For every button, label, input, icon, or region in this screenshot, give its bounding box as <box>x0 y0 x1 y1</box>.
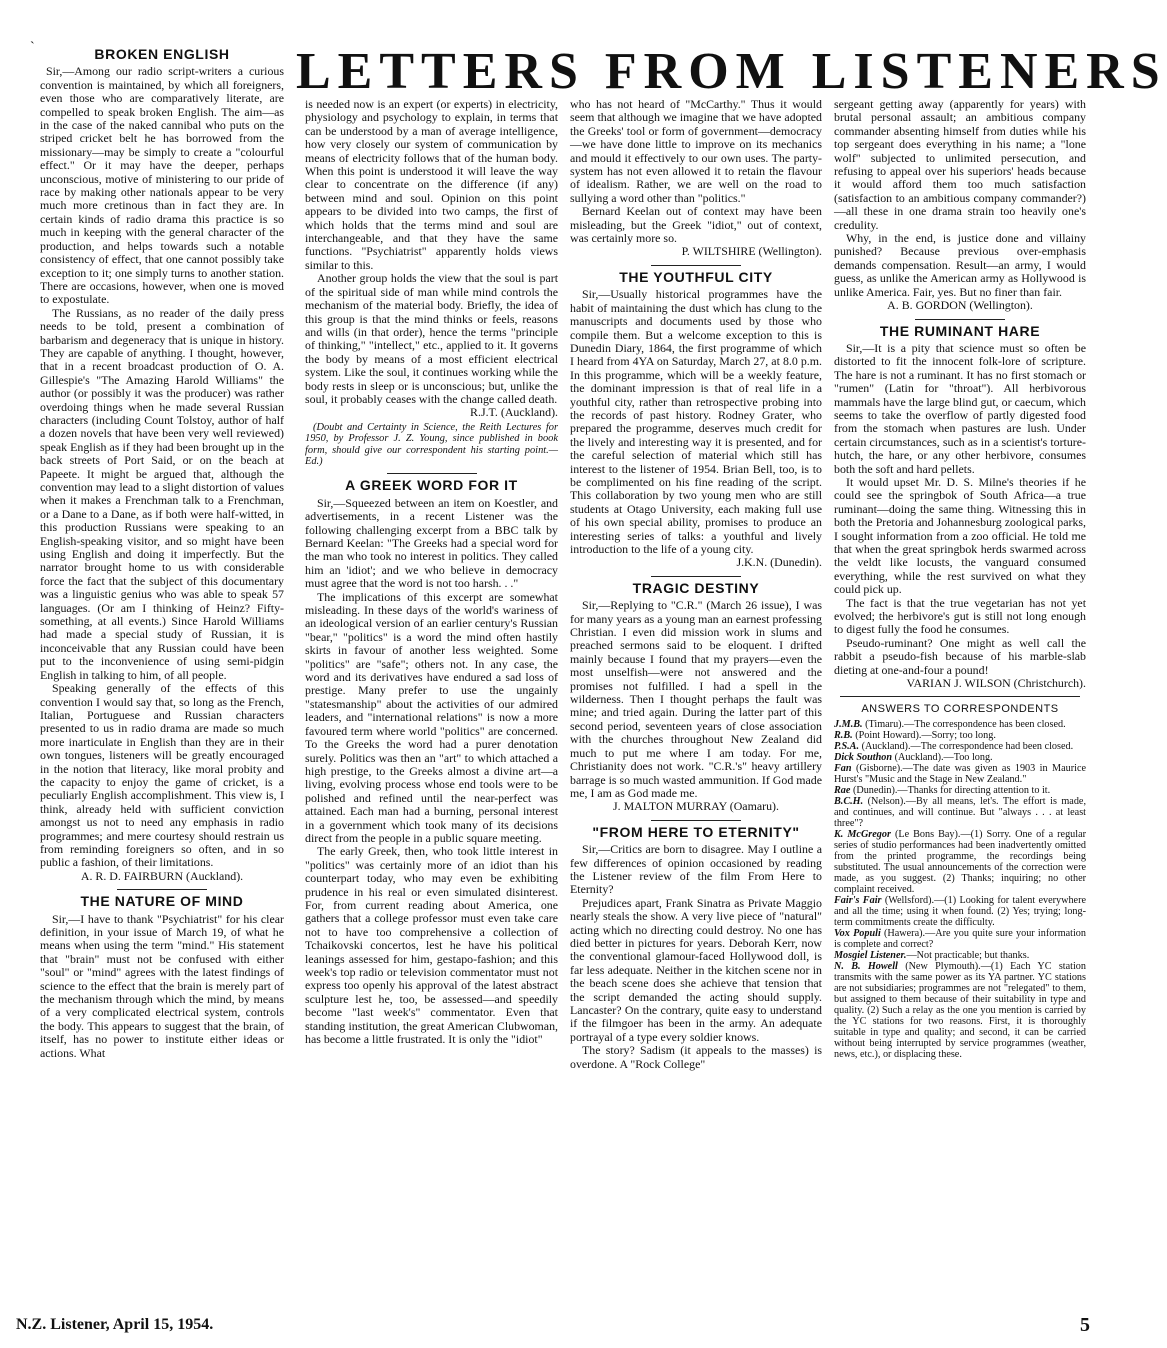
letter-heading-greek-word: A GREEK WORD FOR IT <box>345 477 518 494</box>
letter-heading-from-here-to-eternity: "FROM HERE TO ETERNITY" <box>592 823 800 840</box>
column-2 <box>305 98 558 1046</box>
letter-paragraph: Sir,—I have to thank "Psychiatrist" for his clear definition, in your issue of March 19, of what he means when using the term "mind." His statement that "brain" must not be confused with either "soul" or "mind" agrees with the latest findings of science to the effect that the brain is merely part of the mechanism through which the mind, by means of a very complicated electrical system, controls the body. This appears to suggest that the brain, of itself, has no power to institute either ideas or actions. What <box>40 911 284 1060</box>
letter-paragraph: sergeant getting away (apparently for years) with brutal personal assault; an ambitious company commander absenting himself from duties while his top sergeant does everything in his name; a "lone wolf" subjected to unlimited persecution, and refusing to appeal over his superiors' heads because it would afford them too much satisfaction (satisfaction to an ambitious company commander?) —all these in one drama strain too heavily one's credulity. <box>834 97 1086 232</box>
letter-signature: J.K.N. (Dunedin). <box>736 555 822 570</box>
answer-correspondent: K. McGregor <box>834 828 891 840</box>
answer-correspondent: Dick Southon <box>834 751 893 763</box>
answer-item <box>834 829 1086 895</box>
editor-note: (Doubt and Certainty in Science, the Reith Lectures for 1950, by Professor J. Z. Young, since published in book form, should give our correspondent his starting point.—Ed.) <box>305 421 558 467</box>
answer-text: (Auckland).—Too long. <box>892 751 993 763</box>
letter-heading-nature-of-mind: THE NATURE OF MIND <box>80 893 244 910</box>
answer-item <box>834 928 1086 950</box>
letter-paragraph: The implications of this excerpt are somewhat misleading. In these days of the world's wariness of an ideological version of an earlier century's Russian "bear," "politics" is a word the mind often hastily skirts in favour of another less weighted. Some "politics" are "safe"; others not. In any case, the word and its derivatives have endured a sad loss of prestige. Many prefer to use the ungainly "statesmanship" about the activities of our admired leaders, and "international relations" is now a more favoured term where world "politics" are concerned. To the Greeks the word had a purer denotation surely. Politics was then an "art" to which attached a high prestige, to the Greeks almost a divine art—a living, evolving process whose end tools were to be polished and refined until the near-perfect was attained. Each man had a burning, personal interest in a government which took many of its decisions direct from the people in a public square meeting. <box>305 589 558 845</box>
divider <box>387 473 477 474</box>
answer-item <box>834 796 1086 829</box>
letter-paragraph: Bernard Keelan out of context may have been misleading, but the Greek "idiot," out of context, was certainly more so. <box>570 204 822 246</box>
letter-heading-ruminant-hare: THE RUMINANT HARE <box>879 322 1041 339</box>
letter-paragraph: The fact is that the true vegetarian has not yet evolved; the herbivore's gut is still not long enough to digest fully the food he consumes. <box>834 595 1086 637</box>
letter-paragraph: Sir,—Replying to "C.R." (March 26 issue), I was for many years as a young man an earnest professing Christian. I even did mission work in slums and preached sermons said to be eloquent. I drifted mainly because I found that my prayers—even the most unselfish—were not answered and the promises not fulfilled. I had a spell in the wilderness. Then I thought perhaps the fault was mine; and tried again. During the latter part of this second period, seventeen years of close association with the churches throughout New Zealand did much to put me where I am today. For me, Christianity does not work. "C.R.'s" heavy artillery barrage is so much wasted ammunition. If God made me, I am as God made me. <box>570 598 822 800</box>
divider <box>651 576 741 577</box>
letter-signature: A. R. D. FAIRBURN (Auckland). <box>80 868 244 883</box>
answer-item <box>834 741 1086 752</box>
answer-text: —Not practicable; but thanks. <box>906 949 1030 961</box>
letter-paragraph: Pseudo-ruminant? One might as well call the rabbit a pseudo-fish because of his marble-slab dieting at one-and-four a pound! <box>834 635 1086 677</box>
divider <box>117 889 207 890</box>
column-3 <box>570 98 822 1071</box>
page-title <box>296 43 1167 100</box>
answer-correspondent: J.M.B. <box>834 718 863 730</box>
letter-paragraph: The Russians, as no reader of the daily press needs to be told, present a combination of barbarism and degeneracy that is unique in history. They are capable of anything. I thought, however, that in a recent broadcast production of O. A. Gillespie's "The Amazing Harold Williams" the author (or possibly it was the producer) was rather overdoing things when he made several Russian characters (including Count Tolstoy, author of half a dozen novels that have been very well reviewed) speak English as if they had been brought up in the back streets of Port Said, or on the beach at Papeete. It might be argued that, although the convention may lead to a slight distortion of values when it makes a Frenchman talk to a Frenchman, or a Dane to a Dane, as if both were half-witted, in this production Russians were speaking to an English-speaking visitor, and so might have been using English and doing it imperfectly. But the narrator brought home to us with considerable force the fact that the subject of this documentary was a linguistic genius who was able to speak 57 languages. (Or am I thinking of Heinz? Fifty-something, at all events.) Since Harold Williams had made a special study of Russian, it is inconceivable that any Russian could have been put to the inconvenience of using semi-pidgin English in talking to him, of all people. <box>40 305 284 682</box>
letter-heading-tragic-destiny: TRAGIC DESTINY <box>632 579 760 596</box>
answers-heading: ANSWERS TO CORRESPONDENTS <box>861 703 1059 716</box>
answer-item <box>834 730 1086 741</box>
letter-paragraph: The story? Sadism (it appeals to the masses) is overdone. A "Rock College" <box>570 1043 822 1071</box>
divider <box>915 319 1005 320</box>
answer-text: (Dunedin).—Thanks for directing attention to it. <box>850 784 1051 796</box>
letter-signature: R.J.T. (Auckland). <box>470 405 558 420</box>
letter-heading-broken-english: BROKEN ENGLISH <box>94 46 230 62</box>
answer-text: (Timaru).—The correspondence has been closed. <box>862 718 1066 730</box>
answer-correspondent: R.B. <box>834 729 853 741</box>
answer-item <box>834 785 1086 796</box>
letter-paragraph: Why, in the end, is justice done and villainy punished? Because previous over-emphasis demands compensation. Result—an army, I would guess, as unlike the American army as Hollywood is unlike America. Fair, yes. But no finer than fair. <box>834 231 1086 299</box>
letter-paragraph: Speaking generally of the effects of this convention I would say that, so long as the French, Italian, Portuguese and Russian characters presented to us in radio drama are made so much more inarticulate in English than they are in their own tongues, listeners will be greatly encouraged in the notion that literacy, like moral probity and the capacity to enjoy the game of cricket, is a peculiarly English accomplishment. This view is, I think, already held with sufficient conviction amongst us not to need any emphasis in radio programmes; and mere courtesy should restrain us from reminding foreigners so often, and in so public a fashion, of their limitations. <box>40 681 284 870</box>
answer-correspondent: N. B. Howell <box>834 960 898 972</box>
stray-mark: ` <box>30 40 35 55</box>
answer-item <box>834 752 1086 763</box>
answer-correspondent: Rae <box>834 784 851 796</box>
answer-text: (Auckland).—The correspondence had been closed. <box>859 740 1074 752</box>
answer-correspondent: P.S.A. <box>834 740 860 752</box>
letter-signature: P. WILTSHIRE (Wellington). <box>681 244 822 259</box>
page-number: 5 <box>1080 1314 1090 1336</box>
letter-signature: J. MALTON MURRAY (Oamaru). <box>613 799 779 814</box>
answer-text: (Gisborne).—The date was given as 1903 in Maurice Hurst's "Music and the Stage in New Zealand." <box>834 762 1086 785</box>
letter-paragraph: Sir,—Usually historical programmes have the habit of maintaining the dust which has clung to the manuscripts and documents used by those who compile them. But a welcome exception to this is Dunedin Diary, 1864, the first programme of which I heard from 4YA on Saturday, March 27, at 8.0 p.m. In this programme, which will be a weekly feature, the dominant impression is that of real life in a youthful city, rather than retrospective probing into the records of past history. Rodney Grater, who prepared the programme, deserves much credit for the lively and interesting way it is presented, and for the careful selection of material which still has interest to the listener of 1954. Brian Bell, too, is to be complimented on his fine reading of the script. This collaboration by two young men who are still students at Otago University, each making full use of his own special ability, promises to produce an interesting series of talks: a youthful and lively introduction to the life of a young city. <box>570 287 822 556</box>
answer-correspondent: Fan <box>834 762 852 774</box>
answer-item <box>834 961 1086 1060</box>
answer-text: (Wellsford).—(1) Looking for talent everywhere and all the time; using it when found. (2) Yes; trying; long-term commitments create the difficulty. <box>834 894 1086 928</box>
answer-item <box>834 950 1086 961</box>
masthead-word: FROM <box>604 43 792 100</box>
answer-text: (Le Bons Bay).—(1) Sorry. One of a regular series of studio performances had been inadvertently omitted from the printed programme, the recordings being substituted. The usual announcements of the correction were made, as you suggest. (2) Thanks; inquiring; no other complaint received. <box>834 828 1086 895</box>
letter-paragraph: is needed now is an expert (or experts) in electricity, physiology and psychology to explain, in terms that can be understood by a man of average intelligence, how very closely our system of communication by means of electricity follows that of the human body. When this point is understood it will leave the way clear to concentrate on the difference (if any) between mind and soul. Opinion on this point appears to be divided into two camps, the first of which holds that the terms mind and soul are interchangeable, and that they have the same functions. "Psychiatrist" apparently holds views similar to this. <box>305 97 558 272</box>
issue-footer: N.Z. Listener, April 15, 1954. <box>16 1316 214 1333</box>
letter-paragraph: Sir,—It is a pity that science must so often be distorted to fit the innocent folk-lore of scripture. The hare is not a ruminant. It has no first stomach or "rumen" (Latin for "throat"). All herbivorous mammals have the large blind gut, or caecum, which seems to take the overflow of partly digested food from the stomach when pastures are lush. Under certain circumstances, such as in a scientist's torture-hutch, the hare, or any other herbivore, consumes both the soft and hard pellets. <box>834 340 1086 476</box>
answer-correspondent: Fair's Fair <box>834 894 882 906</box>
answers-list <box>834 719 1086 1060</box>
letter-paragraph: Sir,—Among our radio script-writers a curious convention is maintained, by which all foreigners, even those who are comparatively literate, are compelled to speak broken English. The aim—as in the case of the naked cannibal who puts on the striped cricket belt he has borrowed from the missionary—may be simply to create a "colourful effect." Or it may have the deeper, perhaps unconscious, motive of ministering to our pride of race by making other nationals appear to be very much more cretinous than in fact they are. In certain kinds of radio drama this practice is so much in keeping with the general character of the production, and helps towards such a notable consistency of effect, that one cannot possibly take exception to it; one simply turns to another station. There are occasions, however, when one is moved to expostulate. <box>40 64 284 307</box>
divider <box>651 265 741 266</box>
answer-text: (New Plymouth).—(1) Each YC station transmits with the same power as its YA partner. YC stations are not subsidiaries; programmes are not "relegated" to them, but assigned to them because of their suitability in type and quality. (2) Such a relay as the one you mention is carried by the YC stations for two reasons. First, it is thoroughly suitable in type and quality; and second, it can be carried without being interrupted by service programmes (weather, news, etc.), or displacing these. <box>834 960 1086 1060</box>
answer-item <box>834 719 1086 730</box>
divider <box>840 696 1080 697</box>
answer-text: (Point Howard).—Sorry; too long. <box>852 729 996 741</box>
answer-correspondent: Mosgiel Listener. <box>834 949 907 961</box>
answer-text: (Hawera).—Are you quite sure your information is complete and correct? <box>834 927 1086 950</box>
answer-item <box>834 895 1086 928</box>
column-1 <box>40 48 284 1060</box>
divider <box>651 820 741 821</box>
letter-paragraph: It would upset Mr. D. S. Milne's theories if he could see the springbok of South Africa—a true ruminant—doing the same thing. Witnessing this in both the Pretoria and Johannesburg zoological parks, I sought information from a zoo official. He told me that when the great springbok herds swarmed across the veldt like locusts, the vanguard consumed everything, while the rest survived on what they could pick up. <box>834 474 1086 597</box>
answer-correspondent: Vox Populi <box>834 927 881 939</box>
letter-paragraph: The early Greek, then, who took little interest in "politics" was certainly more of an idiot than his counterpart today, who may even be exhibiting prudence in his real or even simulated disinterest. For, from current reading about America, one gathers that a college professor must even take care not to have too comprehensive a collection of Tchaikovski concertos, lest he have his political leanings assessed for him, gestapo-fashion; and this week's top radio or television commentator must not express too openly his approval of the latest abstract sculpture lest he, too, be assessed—and speedily become "last week's" commentator. Even that standing institution, the great American Clubwoman, has become a little frustrated. It is only the "idiot" <box>305 844 558 1047</box>
letter-signature: A. B. GORDON (Wellington). <box>887 298 1033 313</box>
letter-paragraph: Another group holds the view that the soul is part of the spiritual side of man while mind controls the mechanism of the material body. Briefly, the idea of this group is that the mind thinks or feels, reasons and wills (in that order), hence the terms "principle of thinking," "intellect," etc., applied to it. It governs the body by means of a most efficient electrical system. Like the soul, it continues working while the body rests in sleep or is unconscious; but, unlike the soul, it probably ceases with the change called death. <box>305 271 558 406</box>
letter-paragraph: Sir,—Critics are born to disagree. May I outline a few differences of opinion occasioned by reading the Listener review of the film From Here to Eternity? <box>570 842 822 897</box>
letter-paragraph: Sir,—Squeezed between an item on Koestler, and advertisements, in a recent Listener was the following challenging excerpt from a BBC talk by Bernard Keelan: "The Greeks had a special word for the man who took no interest in politics. They called him an 'idiot'; and we who believe in democracy must agree that the word is not too harsh. . ." <box>305 495 558 591</box>
letter-signature: VARIAN J. WILSON (Christchurch). <box>906 676 1086 691</box>
answer-correspondent: B.C.H. <box>834 795 864 807</box>
column-4 <box>834 98 1086 1060</box>
masthead-word: LETTERS <box>296 43 585 100</box>
answer-text: (Nelson).—By all means, let's. The effort is made, and continues, and will continue. But "always . . . at least three"? <box>834 795 1086 829</box>
letter-paragraph: Prejudices apart, Frank Sinatra as Private Maggio nearly steals the show. A very live piece of "natural" acting which no directing could destroy. No one has died better in pictures for years. Deborah Kerr, now the conventional glamour-faced Hollywood doll, is far less adequate. Neither in the kitchen scene nor in the beach scene does she achieve that tension that the script demanded the acting should supply. Lancaster? On the contrary, quite easy to understand if the filmgoer has been in the army. An adequate portrayal of a type every soldier knows. <box>570 895 822 1044</box>
letter-paragraph: who has not heard of "McCarthy." Thus it would seem that although we imagine that we have adopted the Greeks' tool or form of government—democracy—we have done little to improve on its mechanics and mould it effectively to our own uses. The party-system has not even allowed it to retain the flavour of idealism. Rather, we are well on the road to sullying a word other than "politics." <box>570 97 822 205</box>
letter-heading-youthful-city: THE YOUTHFUL CITY <box>619 268 773 285</box>
masthead-word: LISTENERS <box>811 43 1167 100</box>
answer-item <box>834 763 1086 785</box>
